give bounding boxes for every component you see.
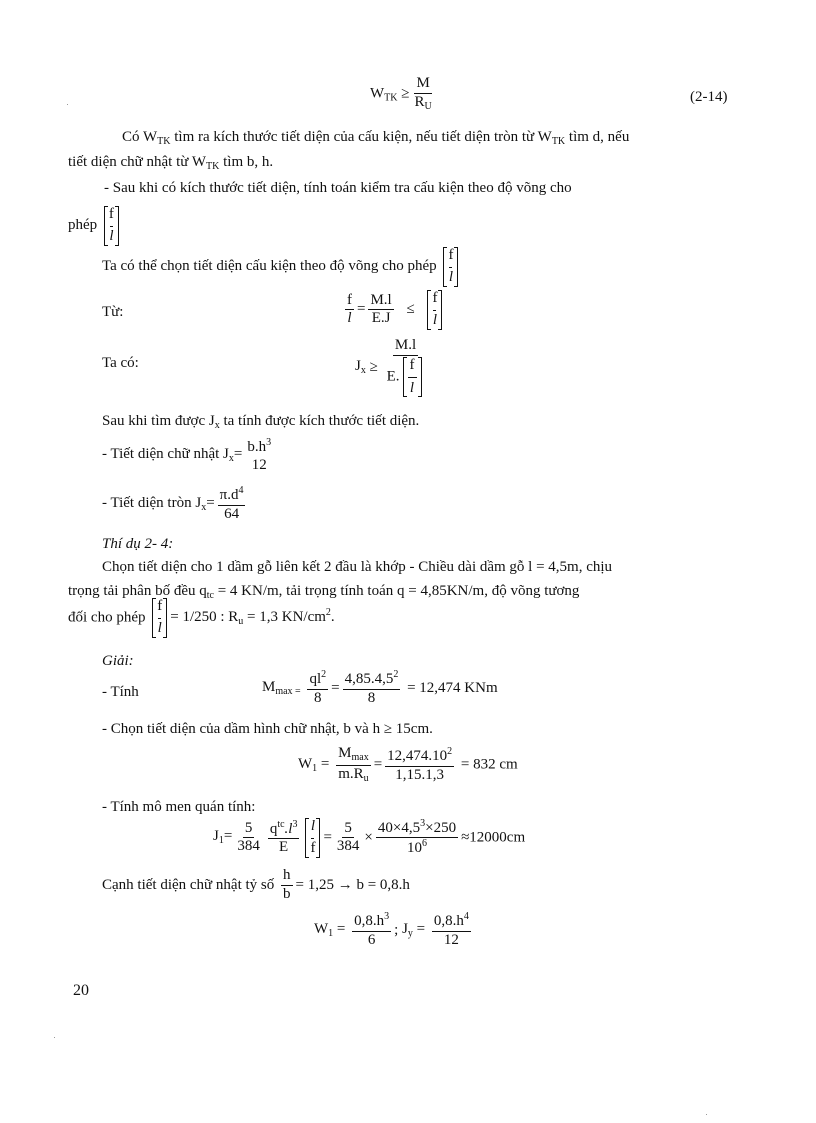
example-title: Thí dụ 2- 4: [102, 536, 174, 552]
paragraph-line: đối cho phép $\frac{f}{l}$ = 1/250 : $R_u = 1,3$ $KN/cm^2$. [68, 598, 335, 636]
scan-speck [67, 104, 68, 105]
paragraph-line: phép $\frac{f}{l}$ [68, 206, 122, 246]
paragraph-line: tiết diện chữ nhật từ $W_{TK}$ tìm b, h. [68, 154, 274, 172]
equation-j1: $J_1=$ $\frac{5}{384}$ $\frac{q^{tc}.l^3}{E}$ $\frac{l}{f}$ = $\frac{5}{384}$ × $\frac{40\times 4,5^3\times 250}{10^6}$ ≈12000cm [213, 817, 526, 857]
equation-w1-jy: $W_1$ = $\frac{0,8.h^3}{6}$ ; $J_y$ = $\frac{0,8.h^4}{12}$ [314, 911, 469, 948]
ratio-line: Cạnh tiết diện chữ nhật tỷ số $\frac{h}{b}$ = 1,25 → b = 0,8.h [102, 867, 410, 902]
equation-2-14: $W_{TK}$ ≥ $\frac{M}{R_U}$ [370, 75, 432, 112]
paragraph-line: trọng tải phân bố đều $q_{tc} = 4$ KN/m, tải trọng tính toán q = 4,85KN/m, độ võng tương [68, 583, 580, 601]
scan-speck [706, 1114, 707, 1115]
paragraph-line: Sau khi tìm được $J_x$ ta tính được kích thước tiết diện. [102, 413, 420, 431]
equation-jx: $J_x$ ≥ M.l E. $\frac{f}{l}$ [355, 338, 430, 397]
paragraph-line: Chọn tiết diện cho 1 dầm gỗ liên kết 2 đầu là khớp - Chiều dài dầm gỗ l = 4,5m, chịu [102, 559, 613, 575]
label-tu: Từ: [102, 304, 124, 320]
equation-mmax: $M_{max =}$ $\frac{ql^2}{8}$ = $\frac{4,85.4,5^2}{8}$ = 12,474 KNm [262, 669, 498, 706]
rect-section-formula: - Tiết diện chữ nhật $J_x=$ $b.h^3$ 12 [102, 437, 272, 473]
bracket-f-over-l: $\frac{f}{l}$ [427, 290, 442, 330]
paragraph-line: - Tính mô men quán tính: [102, 799, 256, 815]
label-tinh: - Tính [102, 684, 139, 700]
equation-number: (2-14) [690, 89, 728, 105]
paragraph-line: Ta có thể chọn tiết diện cấu kiện theo độ võng cho phép $\frac{f}{l}$ [102, 247, 461, 287]
equation-w1: $W_1$ = $\frac{M_{max}}{m.R_u}$ = $\frac{12,474.10^2}{1,15.1,3}$ = 832 cm [298, 745, 518, 784]
paragraph-line: - Sau khi có kích thước tiết diện, tính toán kiểm tra cấu kiện theo độ võng cho [104, 180, 572, 196]
bracket-f-over-l: $\frac{f}{l}$ [104, 206, 119, 246]
label-ta-co: Ta có: [102, 355, 139, 371]
solution-title: Giải: [102, 653, 134, 669]
round-section-formula: - Tiết diện tròn $J_x=$ $\frac{\pi.d^4}{64}$ [102, 485, 244, 522]
paragraph-line: - Chọn tiết diện của dầm hình chữ nhật, b và h ≥ 15cm. [102, 721, 433, 737]
scan-speck [54, 1037, 55, 1038]
equation-deflection: $\frac{f}{l}$ = $\frac{M.l}{E.J}$ ≤ $\frac{f}{l}$ [342, 290, 445, 330]
bracket-f-over-l: $\frac{f}{l}$ [443, 247, 458, 287]
paragraph-line: Có $W_{TK}$ tìm ra kích thước tiết diện của cấu kiện, nếu tiết diện tròn từ $W_{TK}$ tìm d, nếu [122, 129, 630, 147]
page-number: 20 [73, 982, 89, 999]
